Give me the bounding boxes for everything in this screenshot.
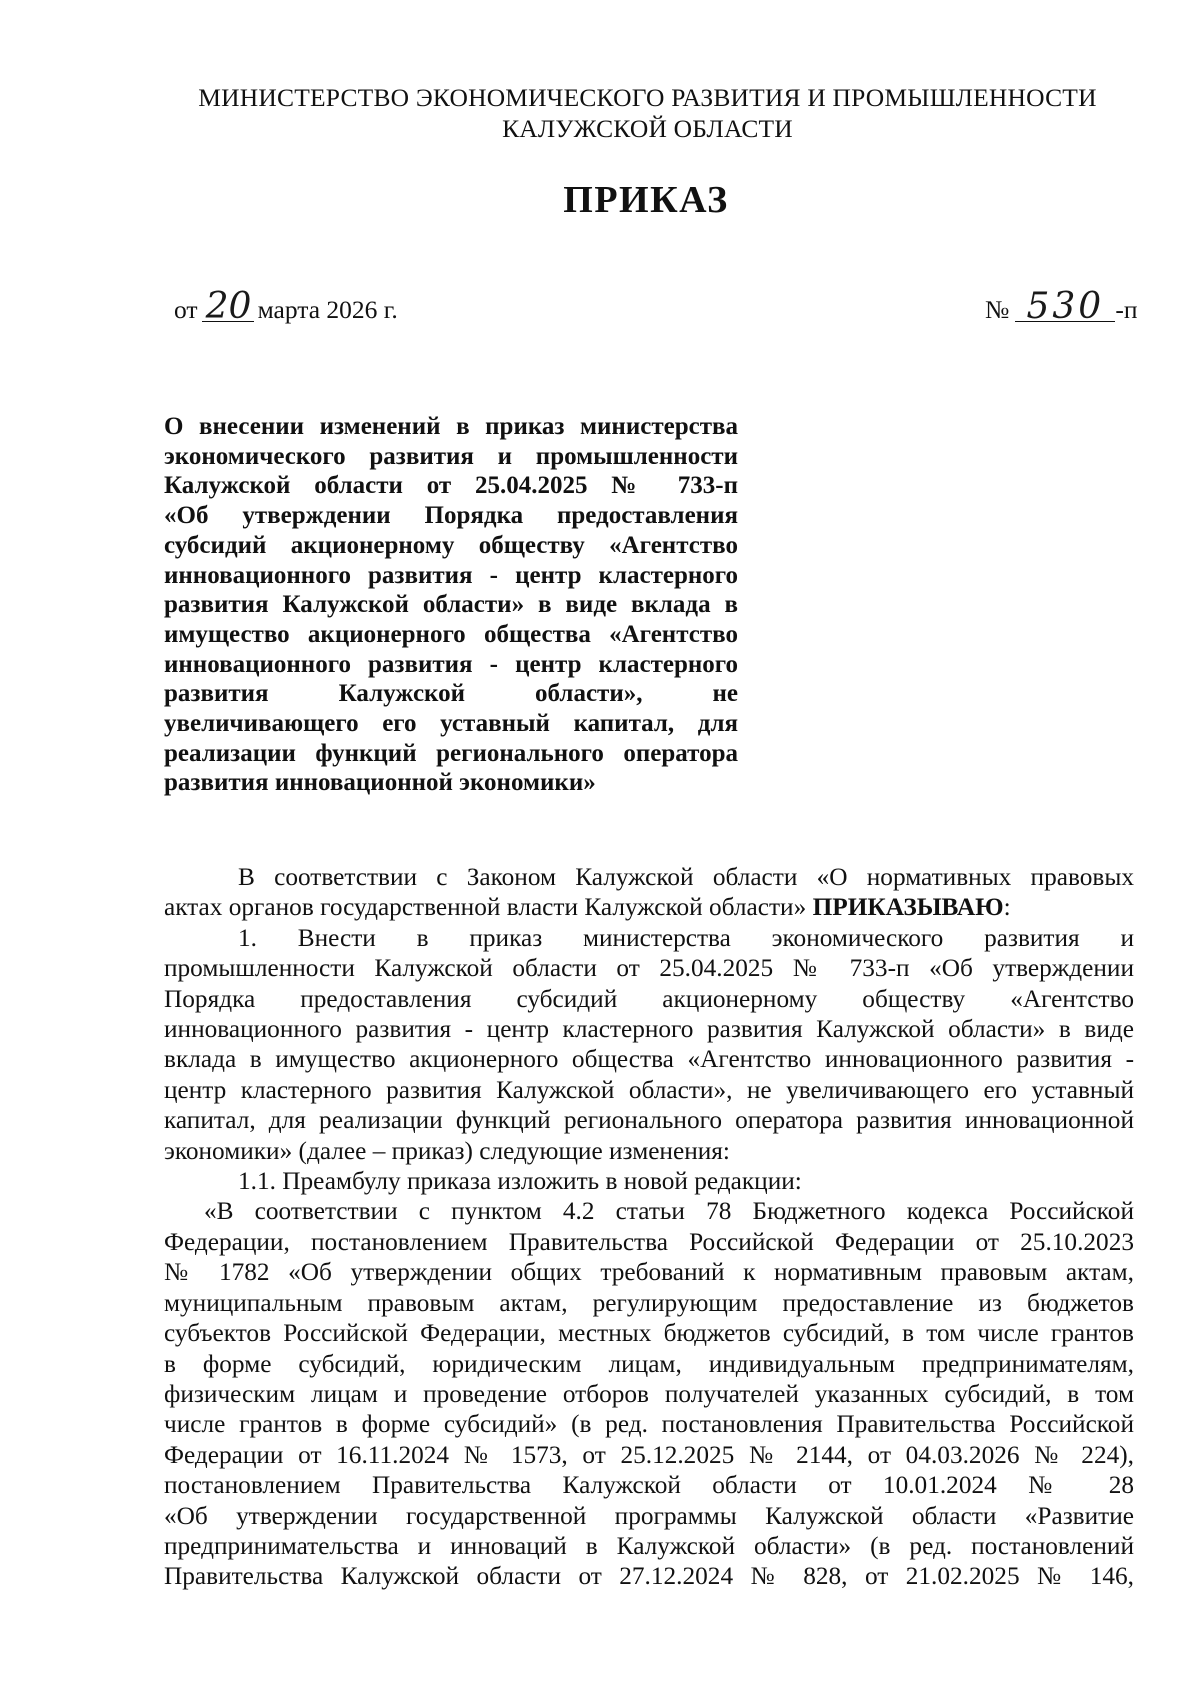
- date-day-handwritten: 20: [202, 293, 254, 322]
- item-1-line: вклада в имущество акционерного общества «Агентство инновационного развития -: [164, 1045, 1134, 1074]
- preamble-line: В соответствии с Законом Калужской области «О нормативных правовых: [238, 863, 1134, 891]
- quote-line: Федерации от 16.11.2024 № 1573, от 25.12.2025 № 2144, от 04.03.2026 № 224),: [164, 1440, 1134, 1469]
- date-month-year: марта 2026 г.: [257, 295, 398, 324]
- quote-line: «В соответствии с пунктом 4.2 статьи 78 Бюджетного кодекса Российской: [204, 1197, 1134, 1226]
- quote-line: физическим лицам и проведение отборов получателей указанных субсидий, в том: [164, 1379, 1134, 1408]
- title-line: Калужской области от 25.04.2025 № 733-п: [164, 472, 738, 500]
- preamble-colon: :: [1003, 893, 1011, 922]
- item-1-line: капитал, для реализации функций регионального оператора развития инновационной: [164, 1106, 1134, 1135]
- number-sign: №: [985, 295, 1010, 324]
- quote-line: Федерации, постановлением Правительства Российской Федерации от 25.10.2023: [164, 1227, 1134, 1256]
- title-line: развития Калужской области», не: [164, 680, 738, 708]
- preamble-line: [164, 892, 1134, 922]
- title-line: инновационного развития - центр кластерного: [164, 561, 738, 589]
- number-suffix: -п: [1115, 295, 1138, 324]
- title-line: О внесении изменений в приказ министерства: [164, 413, 738, 440]
- title-line: реализации функций регионального оператора: [164, 739, 738, 767]
- item-1-line: центр кластерного развития Калужской области», не увеличивающего его уставный: [164, 1075, 1134, 1104]
- quote-line: предпринимательства и инноваций в Калужской области» (в ред. постановлений: [164, 1531, 1134, 1560]
- quote-line: муниципальным правовым актам, регулирующим предоставление из бюджетов: [164, 1288, 1134, 1317]
- title-line: «Об утверждении Порядка предоставления: [164, 502, 738, 530]
- item-1-line: 1. Внести в приказ министерства экономического развития и: [238, 923, 1134, 952]
- quote-line: постановлением Правительства Калужской области от 10.01.2024 № 28: [164, 1471, 1134, 1500]
- title-line: инновационного развития - центр кластерного: [164, 650, 738, 678]
- number-value-handwritten: 530: [1015, 293, 1115, 322]
- order-date: [174, 286, 398, 327]
- document-type-title: ПРИКАЗ: [563, 179, 729, 221]
- ministry-name-line-2: КАЛУЖСКОЙ ОБЛАСТИ: [502, 114, 793, 143]
- title-line: развития инновационной экономики»: [164, 769, 596, 797]
- item-1-line: промышленности Калужской области от 25.04.2025 № 733-п «Об утверждении: [164, 954, 1134, 983]
- quote-line: «Об утверждении государственной программы Калужской области «Развитие: [164, 1501, 1134, 1530]
- title-line: экономического развития и промышленности: [164, 442, 738, 470]
- quote-line: субъектов Российской Федерации, местных бюджетов субсидий, в том числе грантов: [164, 1319, 1134, 1348]
- quote-line: № 1782 «Об утверждении общих требований к нормативным правовым актам,: [164, 1258, 1134, 1287]
- item-1-line: экономики» (далее – приказ) следующие изменения:: [164, 1136, 730, 1165]
- date-prefix: от: [174, 295, 198, 324]
- order-body: [164, 862, 1134, 1592]
- ministry-name-line-1: МИНИСТЕРСТВО ЭКОНОМИЧЕСКОГО РАЗВИТИЯ И ПРОМЫШЛЕННОСТИ: [198, 83, 1097, 112]
- title-line: субсидий акционерному обществу «Агентство: [164, 531, 738, 559]
- title-line: имущество акционерного общества «Агентство: [164, 620, 738, 648]
- title-line: увеличивающего его уставный капитал, для: [164, 710, 738, 738]
- item-1-line: Порядка предоставления субсидий акционерному обществу «Агентство: [164, 984, 1134, 1013]
- item-1-1: 1.1. Преамбулу приказа изложить в новой редакции:: [238, 1167, 802, 1196]
- quote-line: числе грантов в форме субсидий» (в ред. постановления Правительства Российской: [164, 1410, 1134, 1439]
- item-1-line: инновационного развития - центр кластерного развития Калужской области» в виде: [164, 1015, 1134, 1044]
- order-subject-title: [164, 412, 738, 798]
- preamble-text: актах органов государственной власти Калужской области»: [164, 893, 807, 922]
- quote-line: Правительства Калужской области от 27.12.2024 № 828, от 21.02.2025 № 146,: [164, 1562, 1134, 1591]
- ministry-header: [0, 82, 1200, 144]
- order-number: [985, 286, 1138, 327]
- order-verb: ПРИКАЗЫВАЮ: [812, 893, 1004, 922]
- quote-line: в форме субсидий, юридическим лицам, индивидуальным предпринимателям,: [164, 1349, 1134, 1378]
- title-line: развития Калужской области» в виде вклада в: [164, 591, 738, 619]
